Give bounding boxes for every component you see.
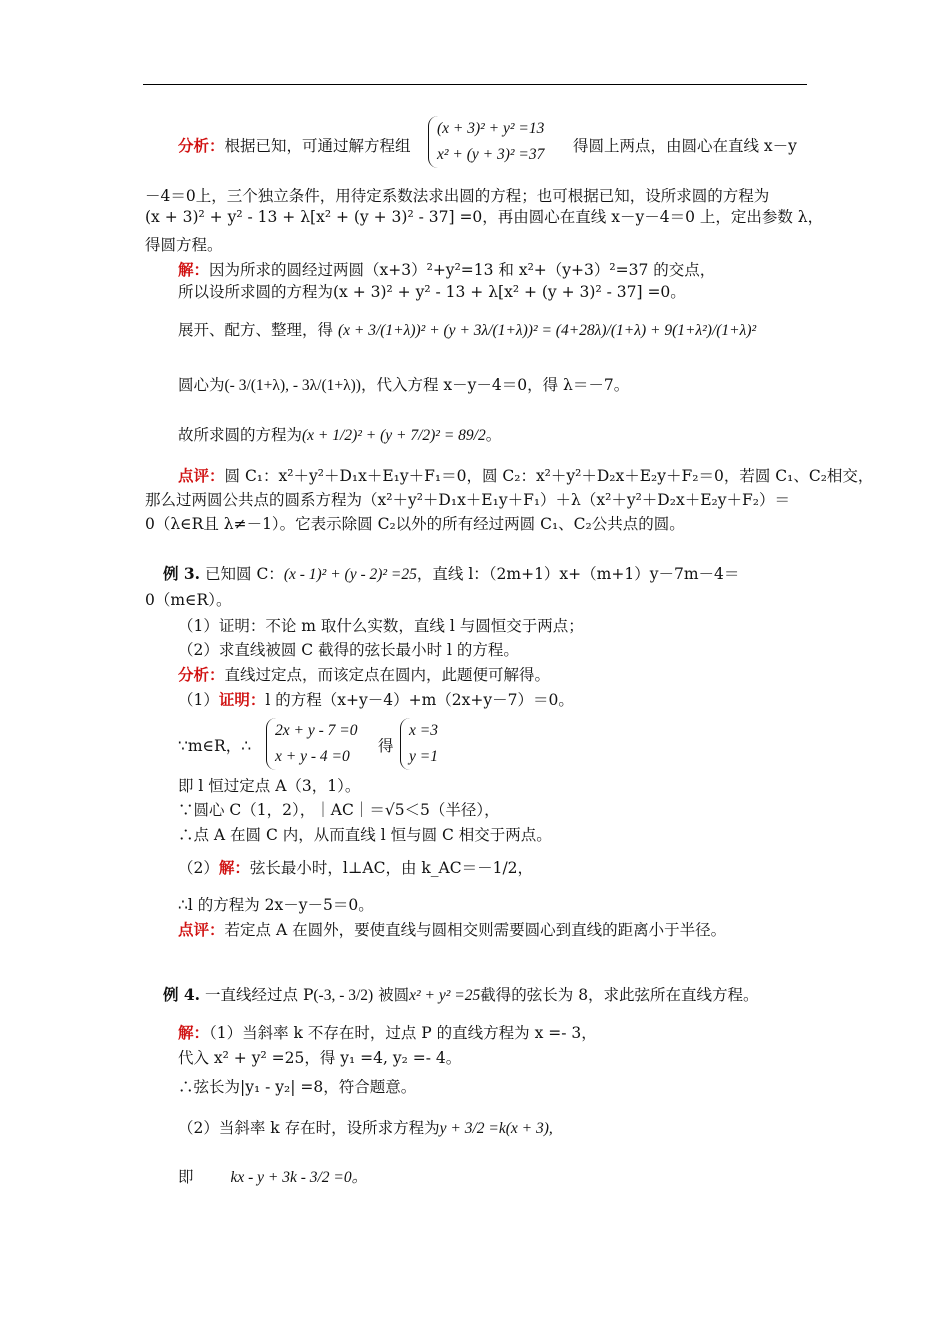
analysis-1-line-4: 得圆方程。 (145, 236, 223, 254)
solution-1-final: 故所求圆的方程为(x + 1/2)² + (y + 7/2)² = 89/2。 (178, 426, 502, 444)
solution-label: 解： (178, 260, 210, 279)
center-value: (- 3/(1+λ), - 3λ/(1+λ)) (224, 377, 361, 394)
example-3-fixed-point: 即 l 恒过定点 A（3，1）。 (178, 777, 361, 795)
solution-1-expand: 展开、配方、整理，得 (x + 3/(1+λ))² + (y + 3λ/(1+λ))² = (4+28λ)/(1+λ) + 9(1+λ²)/(1+λ)² (178, 321, 757, 339)
example-3-q2: （2）求直线被圆 C 截得的弦长最小时 l 的方程。 (178, 641, 519, 659)
equation-system: (x + 3)² + y² =13 x² + (y + 3)² =37 (428, 116, 579, 168)
example-4-solution-3: ∴弦长为|y₁ - y₂| =8，符合题意。 (178, 1078, 417, 1096)
analysis-1-line-3: (x + 3)² + y² - 13 + λ[x² + (y + 3)² - 37] =0，再由圆心在直线 x－y－4＝0 上，定出参数 λ， (145, 208, 824, 226)
comment-1-line-2: 那么过两圆公共点的圆系方程为（x²＋y²＋D₁x＋E₁y＋F₁）＋λ（x²＋y²＋D₂x＋E₂y＋F₂）＝ (145, 491, 790, 509)
example-3-inside: ∴点 A 在圆 C 内，从而直线 l 恒与圆 C 相交于两点。 (178, 826, 552, 844)
example-3-q1: （1）证明：不论 m 取什么实数，直线 l 与圆恒交于两点； (178, 617, 584, 635)
final-equation: (x + 1/2)² + (y + 7/2)² = 89/2 (302, 427, 486, 444)
system-b: x =3 y =1 (400, 718, 461, 770)
expanded-equation: (x + 3/(1+λ))² + (y + 3λ/(1+λ))² = (4+28λ)/(1+λ) + 9(1+λ²)/(1+λ)² (337, 322, 757, 339)
example-3-comment: 点评：若定点 A 在圆外，要使直线与圆相交则需要圆心到直线的距离小于半径。 (178, 920, 727, 939)
analysis-1-line-1: 分析：根据已知，可通过解方程组 (x + 3)² + y² =13 x² + (y + 3)² =37 得圆上两点，由圆心在直线 x－y (178, 116, 411, 136)
comment-label: 点评： (178, 466, 225, 485)
solution-1-line-1: 解：因为所求的圆经过两圆（x+3）²+y²=13 和 x²+（y+3）²=37 的交点， (178, 260, 716, 279)
header-rule (143, 84, 807, 85)
example-3-center: ∵圆心 C（1，2），｜AC｜＝√5＜5（半径）， (178, 801, 500, 819)
example-3-analysis: 分析：直线过定点，而该定点在圆内，此题便可解得。 (178, 665, 551, 684)
analysis-label: 分析： (178, 136, 225, 155)
system-a: 2x + y - 7 =0 x + y - 4 =0 (266, 718, 367, 770)
example-3-result: ∴l 的方程为 2x－y－5＝0。 (178, 896, 374, 914)
comment-1-line-3: 0（λ∈R且 λ≠－1）。它表示除圆 C₂以外的所有经过两圆 C₁、C₂公共点的圆。 (145, 515, 685, 533)
analysis-1-line-2: －4＝0上，三个独立条件，用待定系数法求出圆的方程；也可根据已知，设所求圆的方程为 (145, 187, 770, 205)
point-p: (-3, - 3/2) (313, 987, 374, 1004)
example-3-line-2: 0（m∈R）。 (145, 591, 232, 609)
solution-1-line-2: 所以设所求圆的方程为(x + 3)² + y² - 13 + λ[x² + (y + 3)² - 37] =0。 (178, 283, 686, 301)
example-4-solution-4: （2）当斜率 k 存在时，设所求方程为y + 3/2 =k(x + 3), (178, 1119, 553, 1137)
example-3-label: 例 3. (163, 564, 201, 583)
example-3-line-1: 例 3. 已知圆 C：(x - 1)² + (y - 2)² =25，直线 l：（2m+1）x+（m+1）y－7m－4＝ (163, 564, 740, 583)
example-4-label: 例 4. (163, 985, 201, 1004)
example-3-proof: （1）证明：l 的方程（x+y－4）+m（2x+y－7）＝0。 (178, 690, 574, 709)
example-4-solution-1: 解：（1）当斜率 k 不存在时，过点 P 的直线方程为 x =- 3， (178, 1023, 597, 1042)
comment-1-line-1: 点评：圆 C₁：x²＋y²＋D₁x＋E₁y＋F₁＝0，圆 C₂：x²＋y²＋D₂x＋E₂y＋F₂＝0，若圆 C₁、C₂相交， (178, 466, 874, 485)
example-4-line-1: 例 4. 一直线经过点 P(-3, - 3/2) 被圆x² + y² =25截得的弦长为 8，求此弦所在直线方程。 (163, 985, 759, 1004)
example-4-solution-5: 即 kx - y + 3k - 3/2 =0。 (178, 1168, 368, 1186)
example-3-part-2: （2）解：弦长最小时，l⊥AC，由 k_AC＝－1/2， (178, 858, 534, 877)
example-4-solution-2: 代入 x² + y² =25，得 y₁ =4, y₂ =- 4。 (178, 1049, 462, 1067)
circle-equation: (x - 1)² + (y - 2)² =25 (283, 566, 417, 583)
solution-1-center: 圆心为(- 3/(1+λ), - 3λ/(1+λ))，代入方程 x－y－4＝0，得 λ＝－7。 (178, 376, 630, 394)
